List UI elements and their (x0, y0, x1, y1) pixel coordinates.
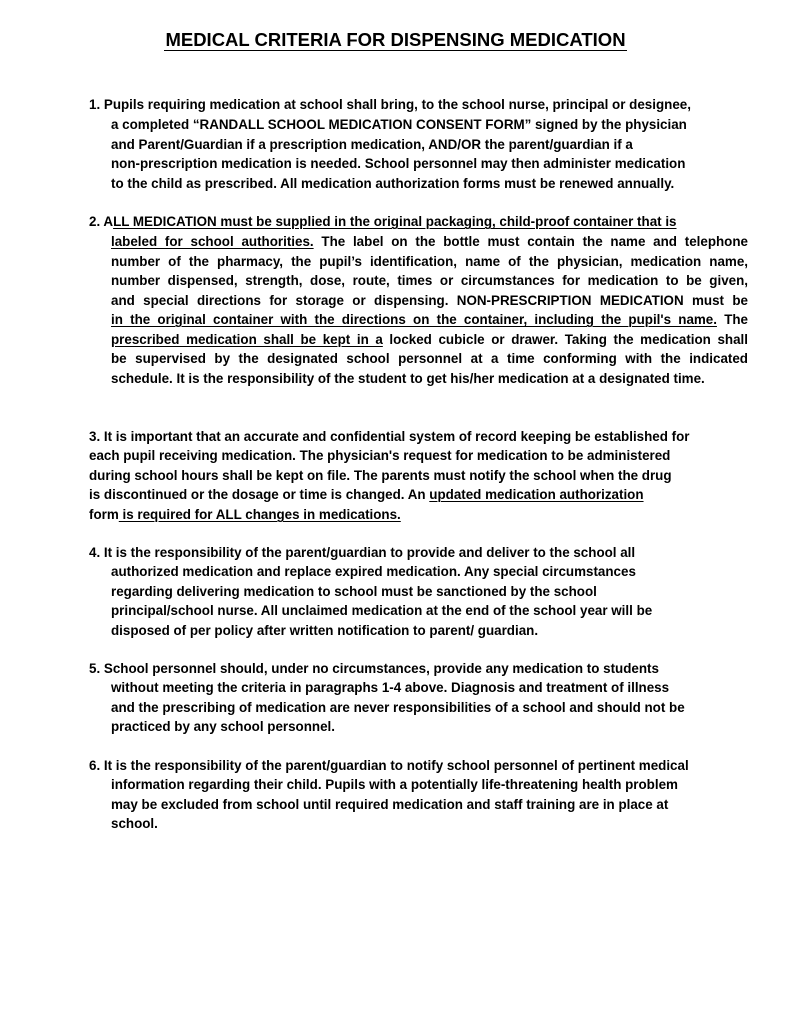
paragraph-6-line-1: 6. It is the responsibility of the parent/guardian to notify school personnel of pertinent medical (89, 758, 689, 773)
page-title: MEDICAL CRITERIA FOR DISPENSING MEDICATION (165, 29, 626, 50)
paragraph-2-line-5: and special directions for storage or dispensing. NON-PRESCRIPTION MEDICATION must be (111, 293, 748, 308)
paragraph-1-line-1: 1. Pupils requiring medication at school shall bring, to the school nurse, principal or designee, (89, 97, 691, 112)
paragraph-4-line-5: disposed of per policy after written notification to parent/ guardian. (111, 623, 539, 638)
paragraph-2-line-9: schedule. It is the responsibility of the student to get his/her medication at a designated time. (111, 371, 705, 386)
paragraph-3-line-4: is discontinued or the dosage or time is changed. An updated medication authorization (89, 487, 644, 502)
paragraph-5-line-4: practiced by any school personnel. (111, 719, 335, 734)
paragraph-5-line-3: and the prescribing of medication are never responsibilities of a school and should not be (111, 700, 685, 715)
paragraph-6-line-2: information regarding their child. Pupils with a potentially life-threatening health problem (111, 777, 678, 792)
paragraph-2-line-4: number dispensed, strength, dose, route, times or circumstances for medication to be given, (111, 273, 748, 288)
paragraph-2-line-8: be supervised by the designated school personnel at a time conforming with the indicated (111, 351, 748, 366)
paragraph-2-line-1: 2. ALL MEDICATION must be supplied in the original packaging, child-proof container that is (89, 214, 677, 229)
paragraph-1-line-2: a completed “RANDALL SCHOOL MEDICATION CONSENT FORM” signed by the physician (111, 117, 687, 132)
paragraph-2-line-6: in the original container with the directions on the container, including the pupil's name. The (111, 312, 748, 327)
paragraph-3-line-2: each pupil receiving medication. The physician's request for medication to be administered (89, 448, 671, 463)
paragraph-2-line-2: labeled for school authorities. The label on the bottle must contain the name and telephone (111, 234, 748, 249)
paragraph-5-line-2: without meeting the criteria in paragraphs 1-4 above. Diagnosis and treatment of illness (111, 680, 670, 695)
paragraph-3-line-1: 3. It is important that an accurate and confidential system of record keeping be established for (89, 429, 690, 444)
paragraph-1-line-5: to the child as prescribed. All medication authorization forms must be renewed annually. (111, 176, 675, 191)
paragraph-3-line-5: form is required for ALL changes in medications. (89, 507, 401, 522)
paragraph-1-line-3: and Parent/Guardian if a prescription medication, AND/OR the parent/guardian if a (111, 137, 633, 152)
paragraph-6-line-3: may be excluded from school until required medication and staff training are in place at (111, 797, 669, 812)
paragraph-4-line-2: authorized medication and replace expired medication. Any special circumstances (111, 564, 636, 579)
paragraph-5-line-1: 5. School personnel should, under no circumstances, provide any medication to students (89, 661, 659, 676)
paragraph-2-line-7: prescribed medication shall be kept in a locked cubicle or drawer. Taking the medication shall (111, 332, 748, 347)
paragraph-1-line-4: non-prescription medication is needed. School personnel may then administer medication (111, 156, 686, 171)
paragraph-6-line-4: school. (111, 816, 158, 831)
paragraph-2-line-3: number of the pharmacy, the pupil’s identification, name of the physician, medication name, (111, 254, 748, 269)
paragraph-3-line-3: during school hours shall be kept on file. The parents must notify the school when the drug (89, 468, 672, 483)
paragraph-4-line-3: regarding delivering medication to school must be sanctioned by the school (111, 584, 597, 599)
paragraph-4-line-4: principal/school nurse. All unclaimed medication at the end of the school year will be (111, 603, 653, 618)
paragraph-4-line-1: 4. It is the responsibility of the parent/guardian to provide and deliver to the school all (89, 545, 636, 560)
